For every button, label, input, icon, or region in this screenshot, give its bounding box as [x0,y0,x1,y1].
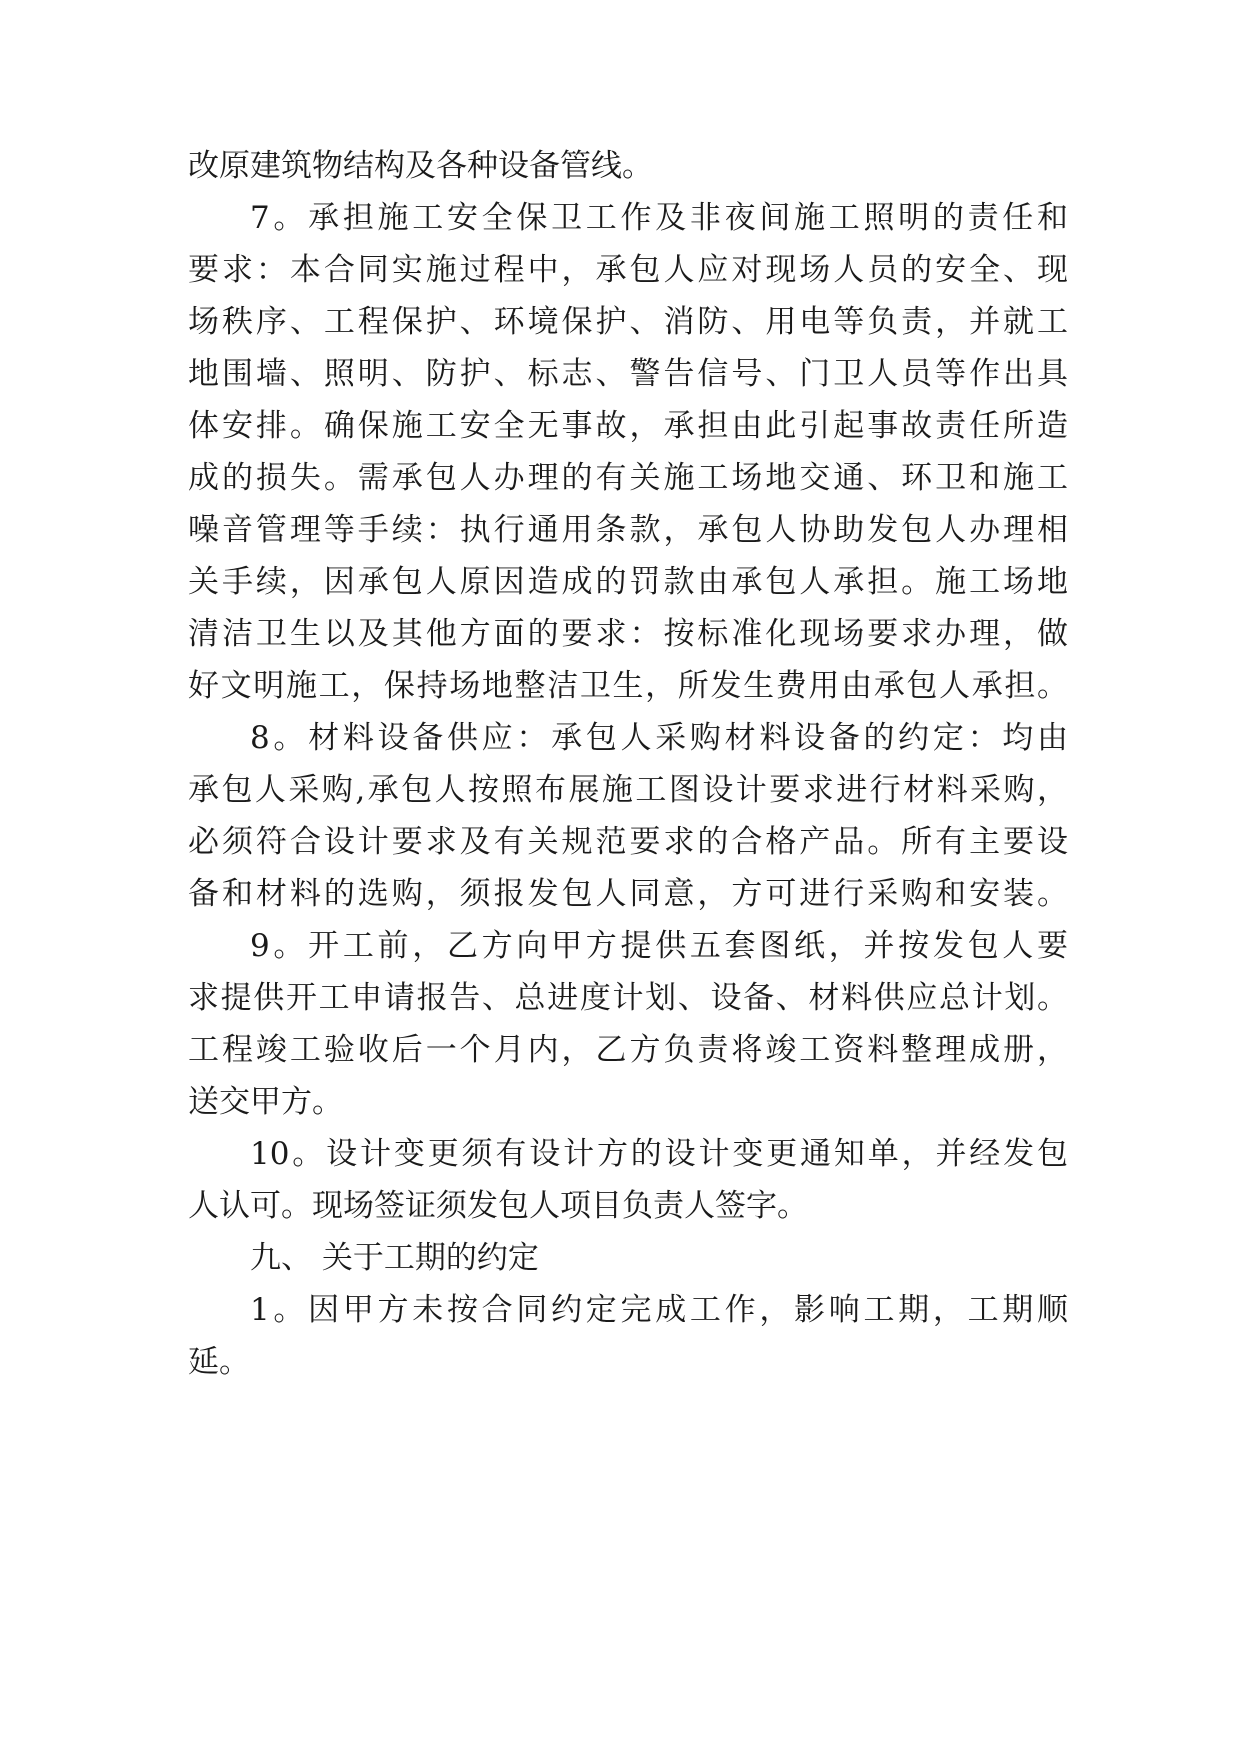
text-line: 工程竣工验收后一个月内，乙方负责将竣工资料整理成册， [188,1032,1068,1068]
text-line: 地围墙、照明、防护、标志、警告信号、门卫人员等作出具 [188,356,1068,392]
text-line: 噪音管理等手续：执行通用条款，承包人协助发包人办理相 [188,512,1068,548]
text-line: 7。承担施工安全保卫工作及非夜间施工照明的责任和 [250,200,1068,236]
text-line: 10。设计变更须有设计方的设计变更通知单，并经发包 [250,1136,1068,1172]
text-line: 成的损失。需承包人办理的有关施工场地交通、环卫和施工 [188,460,1068,496]
text-line: 1。因甲方未按合同约定完成工作，影响工期，工期顺 [250,1292,1068,1328]
text-line: 体安排。确保施工安全无事故，承担由此引起事故责任所造 [188,408,1068,444]
text-line: 要求：本合同实施过程中，承包人应对现场人员的安全、现 [188,252,1068,288]
text-line: 送交甲方。 [188,1084,343,1120]
text-line: 承包人采购,承包人按照布展施工图设计要求进行材料采购， [188,772,1068,808]
text-line: 备和材料的选购，须报发包人同意，方可进行采购和安装。 [188,876,1068,912]
text-line: 清洁卫生以及其他方面的要求：按标准化现场要求办理，做 [188,616,1068,652]
text-line: 9。开工前，乙方向甲方提供五套图纸，并按发包人要 [250,928,1068,964]
text-line: 8。材料设备供应：承包人采购材料设备的约定：均由 [250,720,1068,756]
text-line: 场秩序、工程保护、环境保护、消防、用电等负责，并就工 [188,304,1068,340]
text-line: 好文明施工，保持场地整洁卫生，所发生费用由承包人承担。 [188,668,1068,704]
text-line: 关手续，因承包人原因造成的罚款由承包人承担。施工场地 [188,564,1068,600]
text-line: 延。 [188,1344,250,1380]
section-heading: 九、 关于工期的约定 [250,1240,539,1276]
text-line: 必须符合设计要求及有关规范要求的合格产品。所有主要设 [188,824,1068,860]
text-line: 改原建筑物结构及各种设备管线。 [188,148,653,184]
text-line: 人认可。现场签证须发包人项目负责人签字。 [188,1188,808,1224]
text-line: 求提供开工申请报告、总进度计划、设备、材料供应总计划。 [188,980,1068,1016]
